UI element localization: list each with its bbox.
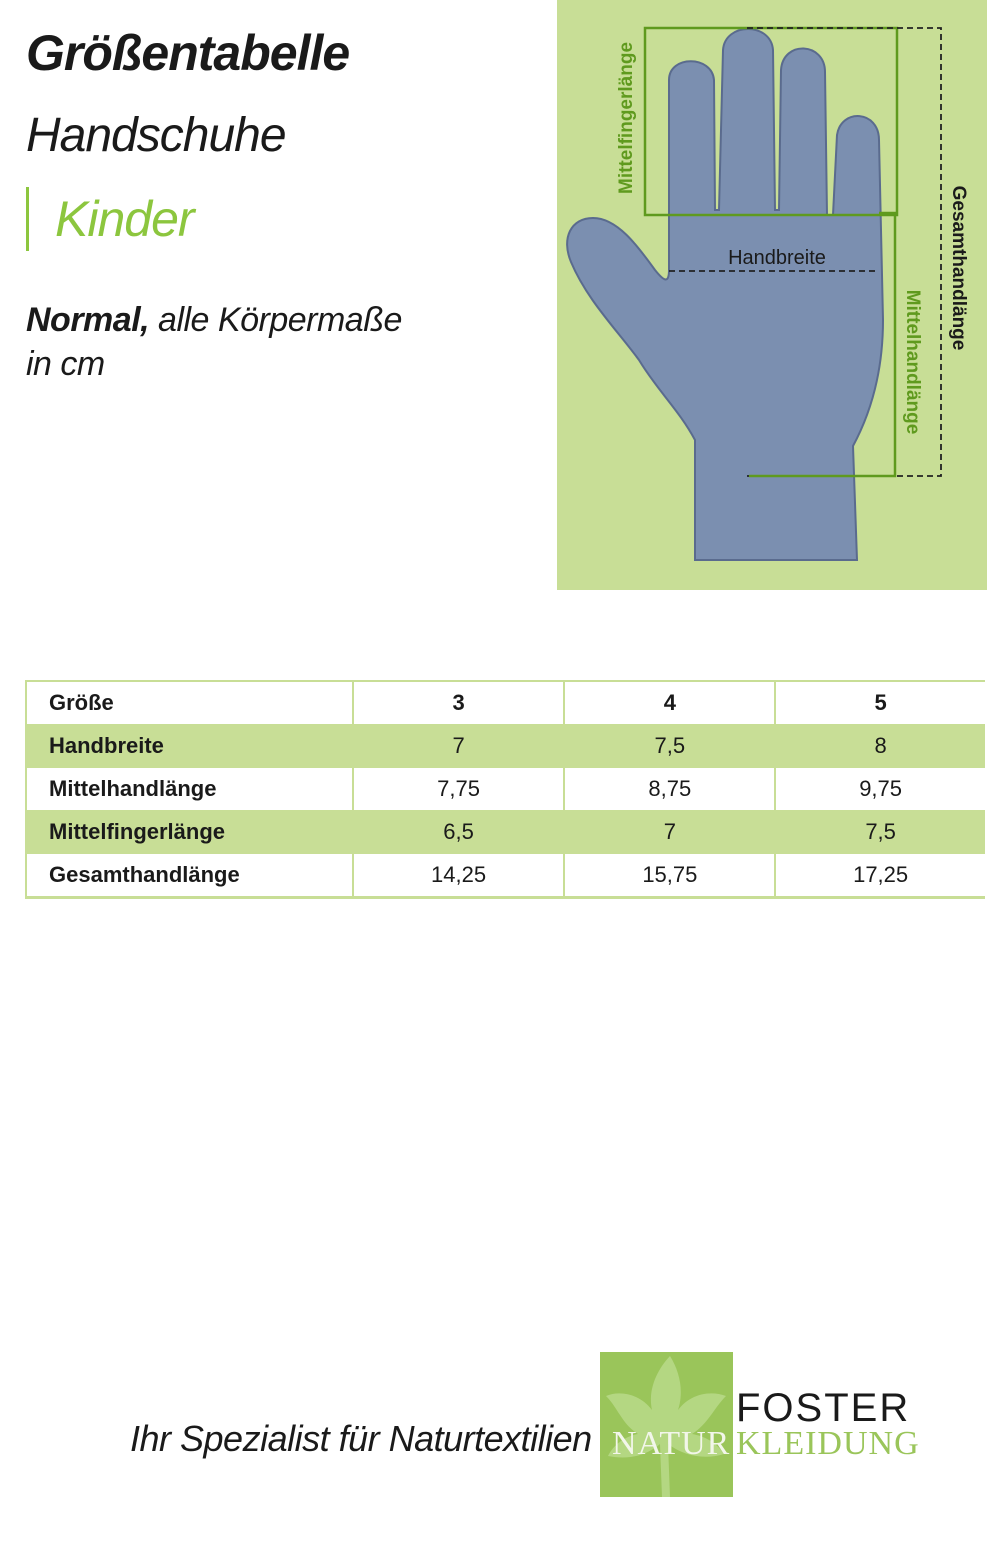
table-cell: 15,75 (563, 854, 774, 897)
row-label: Gesamthandlänge (27, 854, 352, 897)
product-subtitle: Handschuhe (26, 109, 286, 162)
table-cell: 17,25 (774, 854, 985, 897)
table-cell: 8,75 (563, 768, 774, 811)
label-mittelhandlaenge: Mittelhandlänge (902, 289, 923, 435)
tagline: Ihr Spezialist für Naturtextilien (130, 1418, 592, 1459)
row-label: Mittelhandlänge (27, 768, 352, 811)
table-header-cell: Größe (27, 682, 352, 725)
table-cell: 7,5 (563, 725, 774, 768)
measurement-note (26, 298, 446, 386)
category-label (26, 186, 194, 252)
note-bold: Normal, (26, 301, 150, 339)
note-line2: in cm (26, 345, 105, 383)
table-cell: 6,5 (352, 811, 564, 854)
table-header-cell: 5 (774, 682, 985, 725)
label-gesamthandlaenge: Gesamthandlänge (948, 185, 969, 351)
hand-diagram-svg (557, 0, 987, 590)
table-row (27, 768, 985, 811)
label-handbreite: Handbreite (728, 247, 826, 269)
size-table (25, 680, 985, 899)
page-title: Größentabelle (26, 25, 350, 81)
table-cell: 7,75 (352, 768, 564, 811)
row-label: Mittelfingerlänge (27, 811, 352, 854)
table-header-cell: 4 (563, 682, 774, 725)
table-cell: 14,25 (352, 854, 564, 897)
label-mittelfingerlaenge: Mittelfingerlänge (616, 41, 637, 195)
category-text: Kinder (55, 191, 194, 247)
table-cell: 7 (352, 725, 564, 768)
table-cell: 9,75 (774, 768, 985, 811)
logo-natur: NATUR (612, 1425, 731, 1462)
category-divider (26, 187, 29, 251)
note-text: alle Körpermaße (149, 301, 402, 339)
table-cell: 8 (774, 725, 985, 768)
logo-kleidung: KLEIDUNG (736, 1425, 920, 1462)
table-row (27, 725, 985, 768)
row-label: Handbreite (27, 725, 352, 768)
hand-diagram (557, 0, 987, 590)
table-cell: 7 (563, 811, 774, 854)
table-header-cell: 3 (352, 682, 564, 725)
hand-shape (567, 29, 883, 560)
table-header-row (27, 682, 985, 725)
table-row (27, 854, 985, 897)
table-row (27, 811, 985, 854)
table-cell: 7,5 (774, 811, 985, 854)
logo-foster: FOSTER (736, 1386, 911, 1430)
